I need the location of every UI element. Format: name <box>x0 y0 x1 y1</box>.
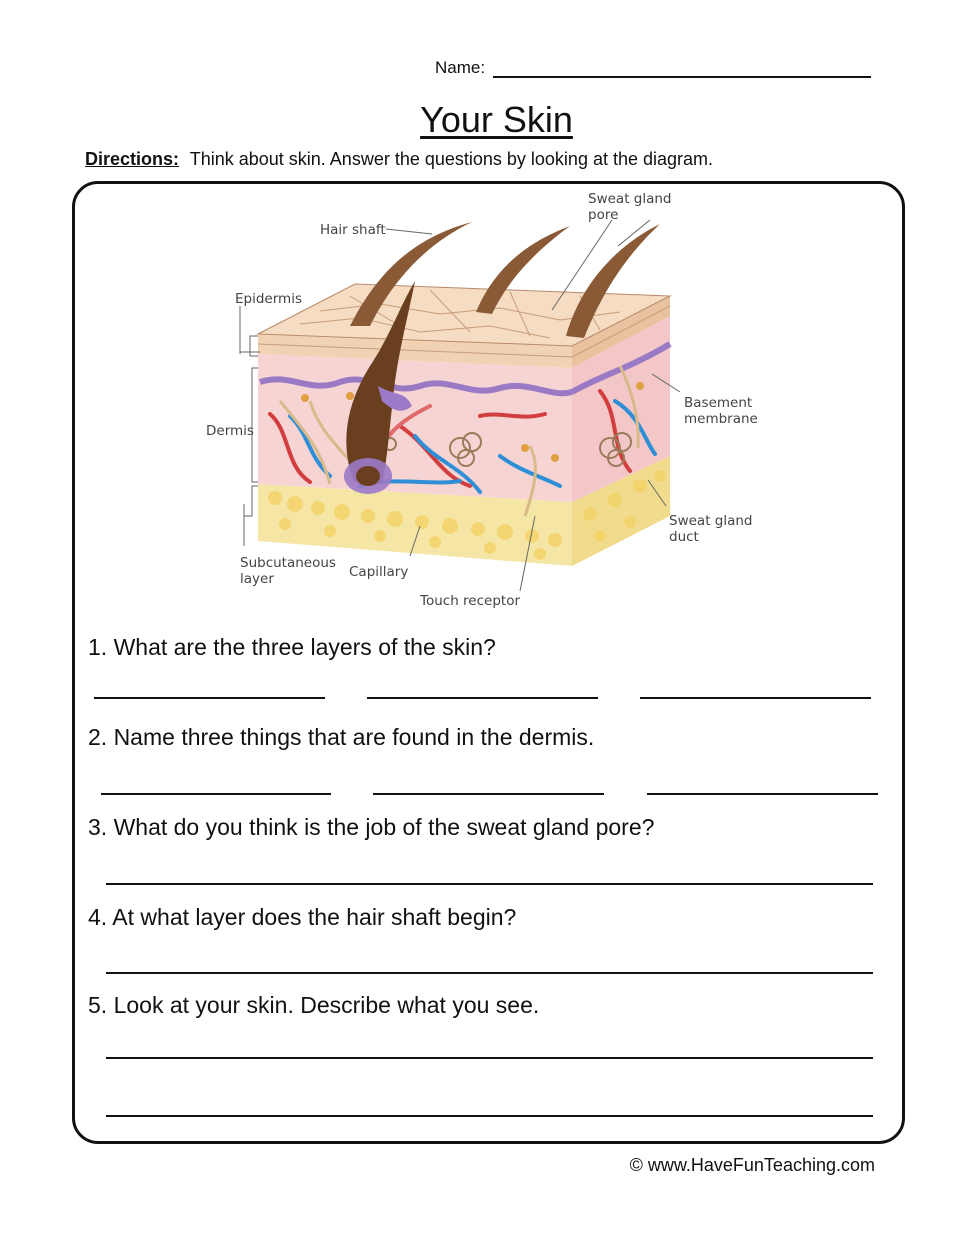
answer-line-1a[interactable] <box>94 697 325 699</box>
name-field <box>435 58 871 78</box>
name-label: Name: <box>435 58 486 77</box>
label-hair-shaft: Hair shaft <box>320 222 386 238</box>
copyright-footer: © www.HaveFunTeaching.com <box>629 1155 875 1175</box>
label-epidermis: Epidermis <box>235 291 302 307</box>
question-5: 5. Look at your skin. Describe what you see. <box>88 992 540 1018</box>
answer-line-5b[interactable] <box>106 1115 873 1117</box>
answer-line-3[interactable] <box>106 883 873 885</box>
answer-line-2c[interactable] <box>647 793 878 795</box>
question-2: 2. Name three things that are found in the dermis. <box>88 724 595 750</box>
label-capillary: Capillary <box>349 564 409 580</box>
label-subcutaneous-2: layer <box>240 571 274 587</box>
question-1: 1. What are the three layers of the skin? <box>88 634 496 660</box>
question-4: 4. At what layer does the hair shaft begin? <box>88 904 517 930</box>
skin-diagram <box>200 186 760 611</box>
answer-line-5a[interactable] <box>106 1057 873 1059</box>
label-dermis: Dermis <box>206 423 254 439</box>
answer-line-1b[interactable] <box>367 697 598 699</box>
label-sweat-gland-duct-1: Sweat gland <box>669 513 753 529</box>
answer-line-1c[interactable] <box>640 697 871 699</box>
answer-line-4[interactable] <box>106 972 873 974</box>
label-touch-receptor: Touch receptor <box>420 593 520 609</box>
answer-line-2a[interactable] <box>101 793 331 795</box>
label-sweat-gland-pore-1: Sweat gland <box>588 191 672 207</box>
label-sweat-gland-pore-2: pore <box>588 207 619 223</box>
label-sweat-gland-duct-2: duct <box>669 529 699 545</box>
label-basement-membrane-2: membrane <box>684 411 758 427</box>
page-title: Your Skin <box>420 99 573 140</box>
directions-label: Directions: <box>85 149 180 169</box>
question-3: 3. What do you think is the job of the sweat gland pore? <box>88 814 655 840</box>
label-basement-membrane-1: Basement <box>684 395 753 411</box>
label-subcutaneous-1: Subcutaneous <box>240 555 336 571</box>
directions <box>85 149 713 170</box>
answer-line-2b[interactable] <box>373 793 604 795</box>
name-input-line[interactable] <box>493 60 871 78</box>
directions-text: Think about skin. Answer the questions by looking at the diagram. <box>189 149 714 169</box>
